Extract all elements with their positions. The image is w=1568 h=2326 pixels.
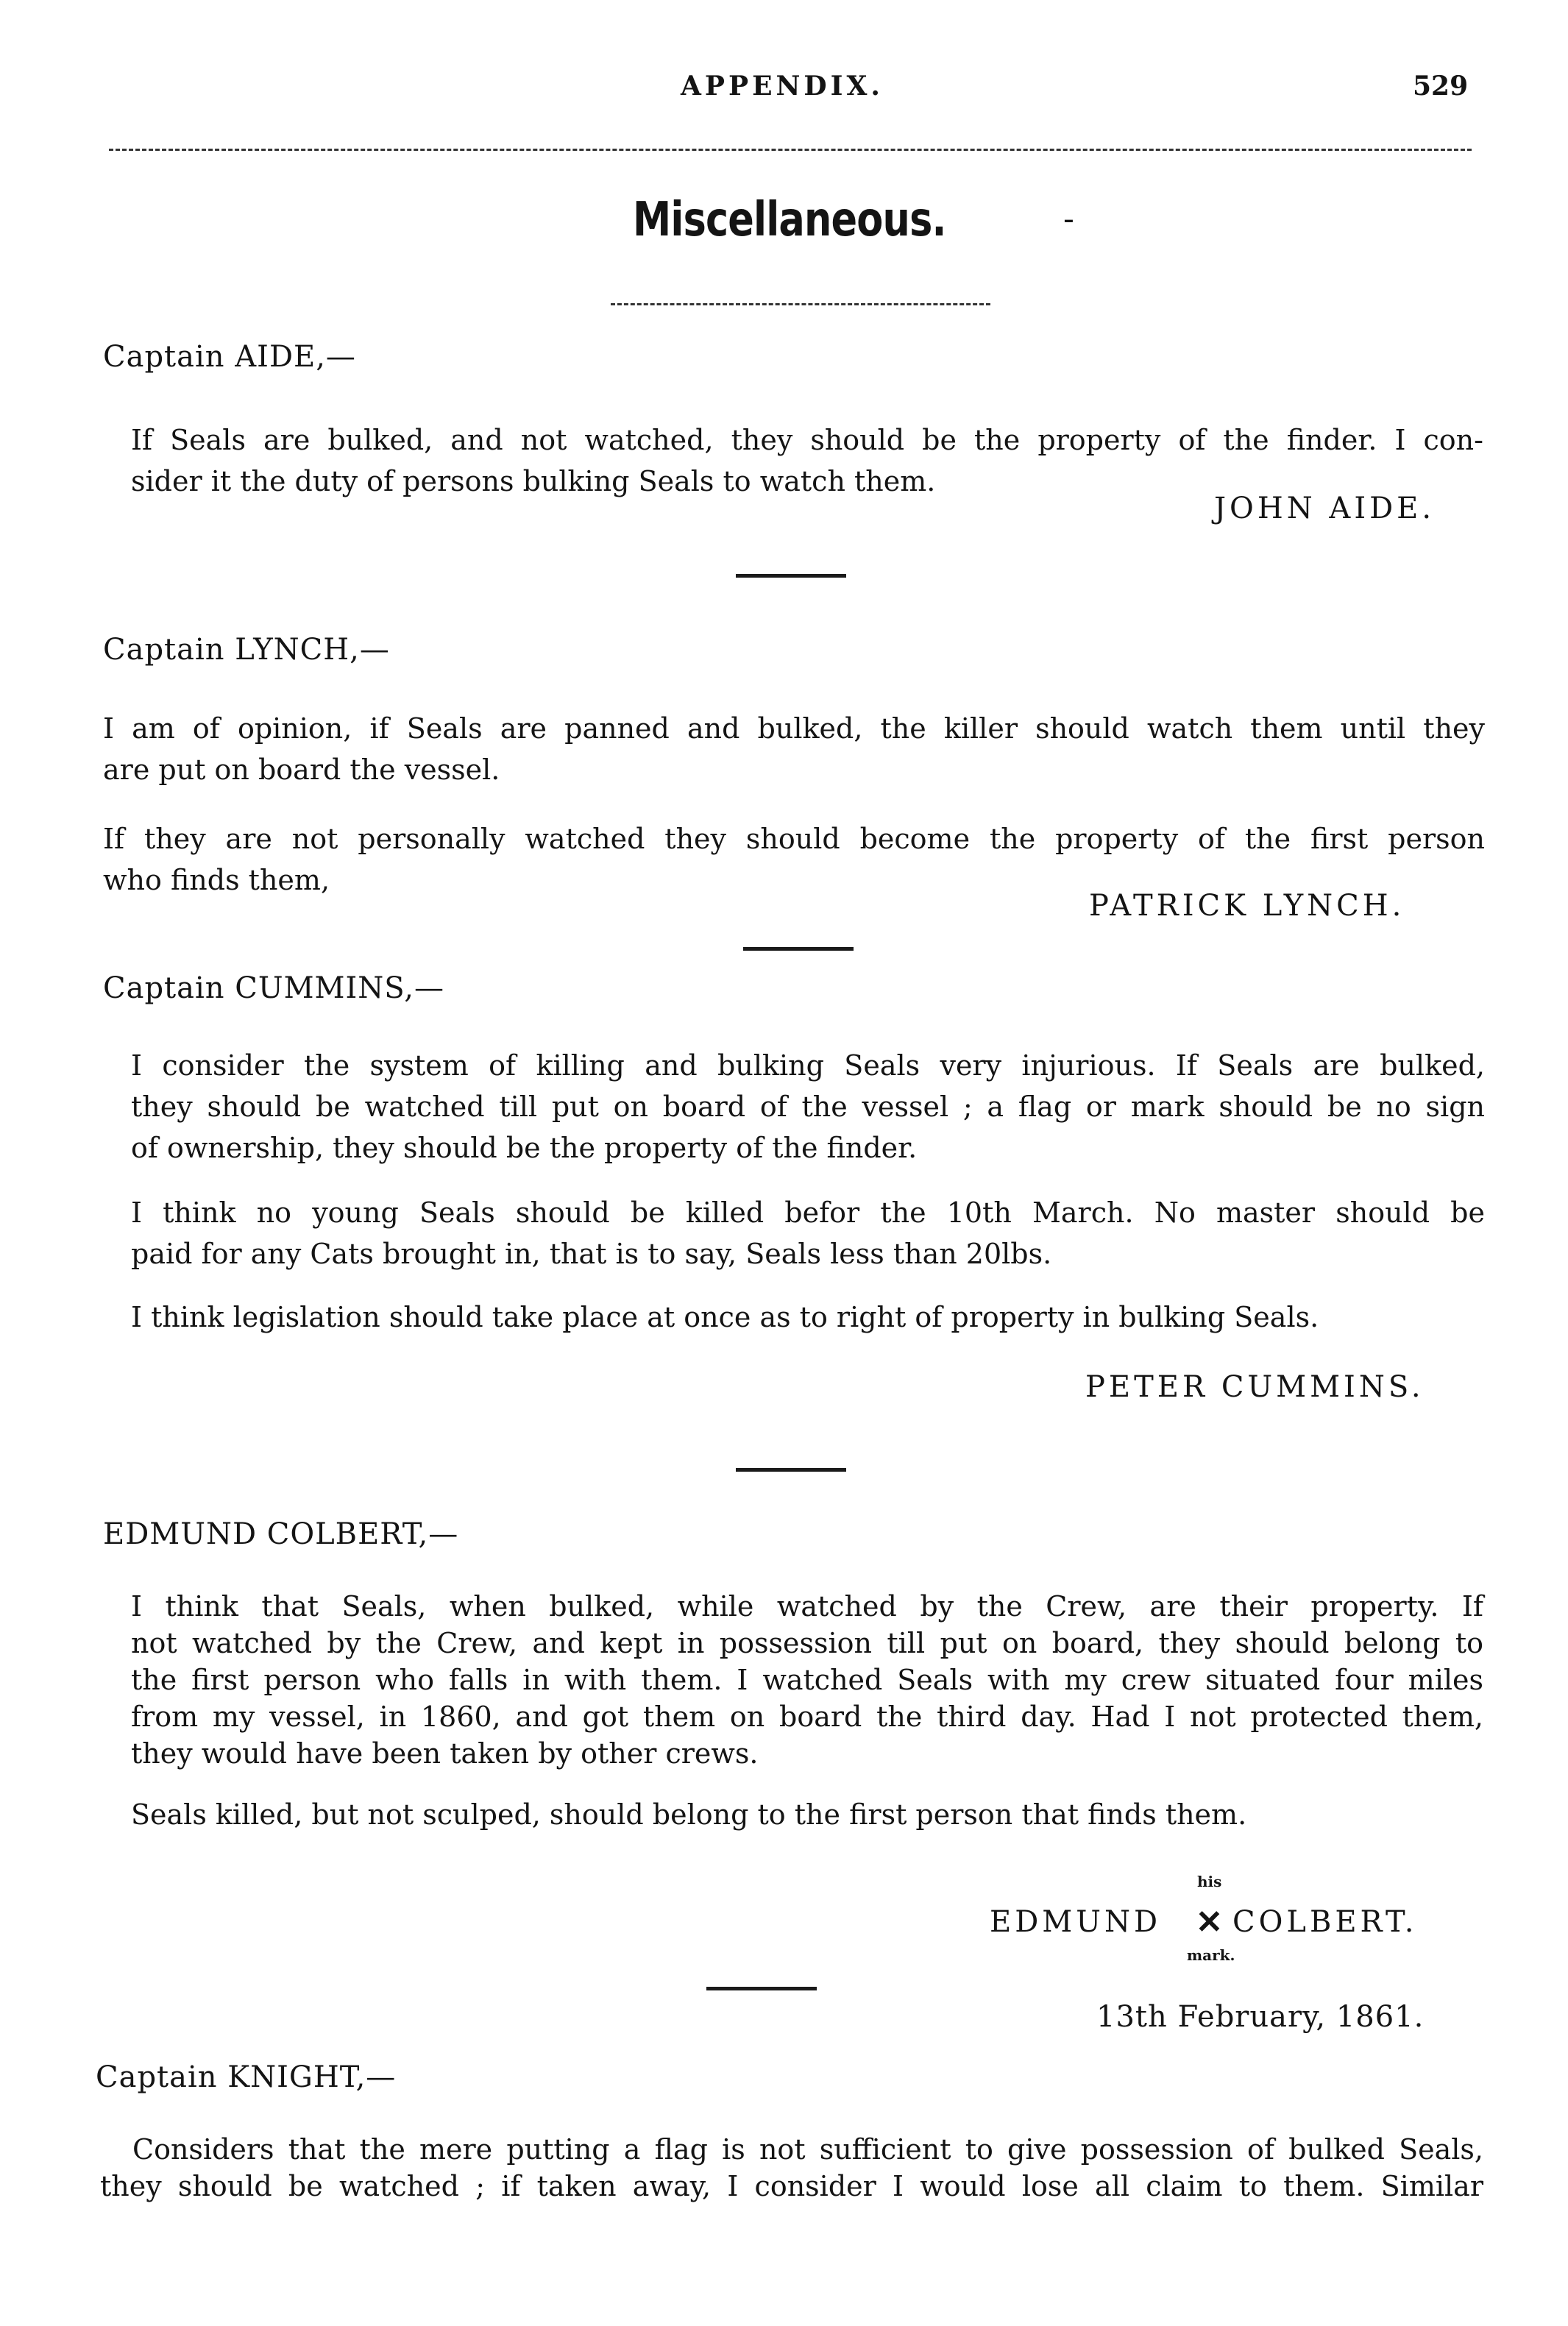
lynch-paragraph-1	[103, 708, 1485, 790]
header-rule	[109, 149, 1472, 151]
addressee-aide: Captain AIDE,—	[103, 340, 356, 374]
title-underline	[611, 303, 990, 305]
running-head: APPENDIX.	[681, 71, 884, 102]
colbert-paragraph-2	[131, 1794, 1483, 1835]
colbert-date: 13th February, 1861.	[1096, 2000, 1425, 2034]
text-line: from my vessel, in 1860, and got them on board the third day. Had I not protected them,	[131, 1701, 1483, 1733]
text-line: Considers that the mere putting a flag is not sufficient to give possession of bulked Seals,	[132, 2133, 1483, 2166]
signature-last-name: COLBERT.	[1232, 1905, 1418, 1939]
text-line: are put on board the vessel.	[103, 754, 500, 786]
separator-rule	[736, 574, 846, 578]
text-line: they would have been taken by other crews.	[131, 1737, 759, 1770]
cross-mark: ✕	[1196, 1904, 1223, 1941]
text-line: Seals killed, but not sculped, should belong to the first person that finds them.	[131, 1798, 1247, 1831]
text-line: I consider the system of killing and bulking Seals very injurious. If Seals are bulked,	[131, 1049, 1485, 1082]
page-number: 529	[1413, 71, 1469, 102]
text-line: of ownership, they should be the property of the finder.	[131, 1132, 918, 1164]
addressee-colbert: EDMUND COLBERT,—	[103, 1517, 459, 1551]
text-line: who finds them,	[103, 864, 330, 896]
signature-cummins: PETER CUMMINS.	[1085, 1370, 1425, 1404]
separator-rule	[743, 947, 854, 951]
cummins-paragraph-3	[131, 1297, 1485, 1338]
mark-label: mark.	[1187, 1946, 1235, 1964]
text-line: If Seals are bulked, and not watched, they should be the property of the finder. I con-	[131, 424, 1483, 456]
text-line: not watched by the Crew, and kept in possession till put on board, they should belong to	[131, 1627, 1483, 1659]
signature-lynch: PATRICK LYNCH.	[1089, 889, 1405, 923]
colbert-paragraph-1	[131, 1588, 1483, 1772]
text-line: If they are not personally watched they should become the property of the first person	[103, 823, 1485, 855]
text-line: they should be watched ; if taken away, I consider I would lose all claim to them. Similar	[100, 2170, 1483, 2202]
addressee-lynch: Captain LYNCH,—	[103, 633, 390, 667]
cummins-paragraph-2	[131, 1192, 1485, 1274]
text-line: they should be watched till put on board of the vessel ; a flag or mark should be no sign	[131, 1091, 1485, 1123]
section-title: Miscellaneous.	[633, 193, 946, 247]
separator-rule	[706, 1987, 817, 1990]
signature-aide: JOHN AIDE.	[1214, 492, 1436, 525]
separator-rule	[736, 1468, 846, 1472]
addressee-cummins: Captain CUMMINS,—	[103, 971, 444, 1005]
signature-first-name: EDMUND	[990, 1905, 1162, 1939]
text-line: I am of opinion, if Seals are panned and bulked, the killer should watch them until they	[103, 712, 1485, 745]
text-line: I think no young Seals should be killed befor the 10th March. No master should be	[131, 1196, 1485, 1229]
text-line: I think legislation should take place at once as to right of property in bulking Seals.	[131, 1301, 1319, 1333]
stray-mark: -	[1063, 200, 1074, 238]
text-line: paid for any Cats brought in, that is to say, Seals less than 20lbs.	[131, 1238, 1052, 1270]
knight-paragraph-1	[100, 2131, 1483, 2205]
aide-paragraph	[131, 419, 1483, 502]
his-label: his	[1197, 1873, 1222, 1890]
text-line: the first person who falls in with them. I watched Seals with my crew situated four miles	[131, 1664, 1483, 1696]
text-line: sider it the duty of persons bulking Seals to watch them.	[131, 465, 936, 497]
addressee-knight: Captain KNIGHT,—	[96, 2060, 397, 2094]
signature-colbert	[990, 1873, 1490, 1968]
text-line: I think that Seals, when bulked, while watched by the Crew, are their property. If	[131, 1590, 1483, 1623]
cummins-paragraph-1	[131, 1045, 1485, 1169]
